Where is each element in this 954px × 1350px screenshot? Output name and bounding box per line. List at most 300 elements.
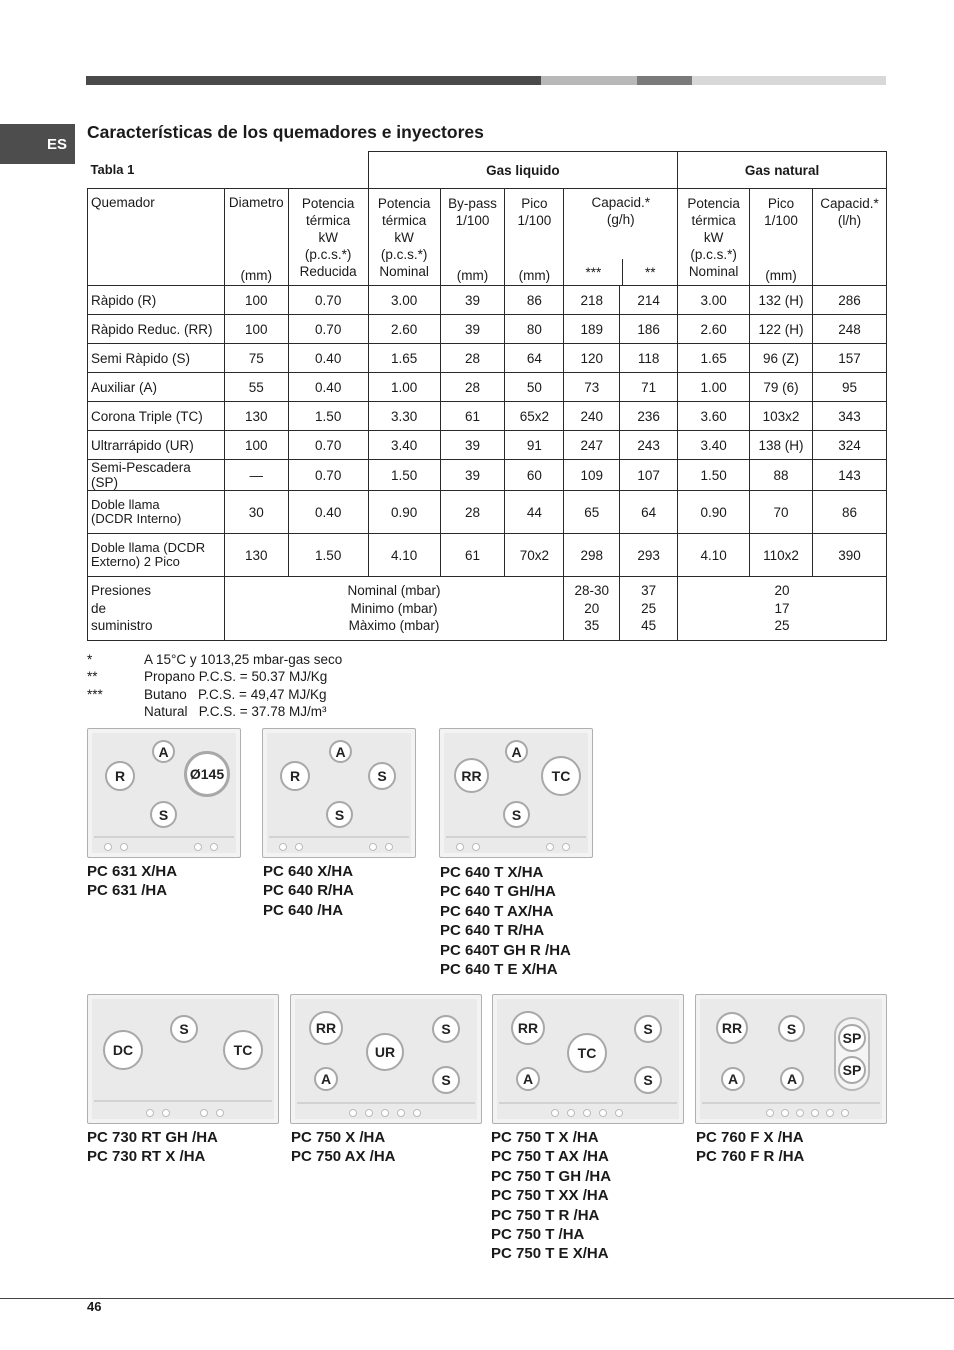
burner-a: A	[780, 1067, 804, 1091]
header-line: (l/h)	[837, 213, 862, 228]
footer-rule	[0, 1298, 954, 1299]
cell-c2: 118	[620, 344, 678, 373]
header-line: Nominal	[688, 264, 739, 279]
model-name: PC 750 T XX /HA	[491, 1187, 609, 1205]
model-name: PC 640 T X/HA	[440, 864, 544, 881]
knob-row	[194, 843, 218, 851]
header-text: Diametro	[228, 195, 284, 210]
knob-icon	[766, 1109, 774, 1117]
model-name: PC 750 T R /HA	[491, 1206, 600, 1224]
cell-ng_pico: 79 (6)	[750, 373, 813, 402]
language-tab: ES	[0, 124, 75, 164]
cell-diam: 100	[224, 286, 288, 315]
header-bar	[86, 76, 886, 85]
knob-row	[104, 843, 128, 851]
cell-c2: 107	[620, 460, 678, 491]
pressure-butane	[564, 577, 620, 641]
hob-trim	[297, 1102, 475, 1104]
header-propane: **	[644, 264, 656, 280]
knob-icon	[216, 1109, 224, 1117]
burner-a: A	[314, 1067, 338, 1091]
header-line: kW	[703, 230, 724, 245]
burner-sp: SP	[838, 1024, 866, 1052]
model-name: PC 640 T GH/HA	[440, 883, 556, 901]
header-capacity-gh	[564, 189, 678, 286]
knob-icon	[365, 1109, 373, 1117]
cell-diam: 130	[224, 534, 288, 577]
header-ng-pico	[750, 189, 813, 286]
footnote	[87, 651, 342, 668]
header-line: Reducida	[299, 264, 357, 279]
cell-ng_nom: 1.00	[678, 373, 750, 402]
cell-ng_cap: 248	[812, 315, 886, 344]
knob-icon	[349, 1109, 357, 1117]
header-bar-segment	[86, 76, 541, 85]
pressure-label-line: Presiones	[91, 583, 152, 599]
header-bypass	[440, 189, 505, 286]
model-name: PC 750 T AX /HA	[491, 1148, 609, 1166]
burner-name: Auxiliar (A)	[88, 373, 225, 402]
cell-red: 0.40	[288, 373, 368, 402]
knob-icon	[162, 1109, 170, 1117]
pressure-value: 20	[584, 600, 600, 616]
header-line: (p.c.s.*)	[690, 247, 737, 262]
pressure-label-line: de	[91, 600, 107, 616]
model-name: PC 750 T /HA	[491, 1226, 585, 1244]
cell-c2: 236	[620, 402, 678, 431]
cell-nom: 0.90	[368, 491, 440, 534]
cell-bypass: 28	[440, 344, 505, 373]
knob-icon	[369, 843, 377, 851]
pressure-value: 25	[774, 618, 790, 634]
knob-icon	[200, 1109, 208, 1117]
burner-tc: TC	[567, 1033, 607, 1073]
header-line: Potencia	[377, 196, 431, 211]
cell-c1: 218	[564, 286, 620, 315]
header-line: Pico	[767, 196, 795, 211]
cell-ng_pico: 132 (H)	[750, 286, 813, 315]
model-name: PC 750 X /HA	[291, 1129, 386, 1146]
knob-icon	[562, 843, 570, 851]
cell-nom: 3.40	[368, 431, 440, 460]
cell-ng_pico: 88	[750, 460, 813, 491]
burner-name-line: Doble llama (DCDR	[91, 540, 206, 555]
footnote-text: Natural P.C.S. = 37.78 MJ/m³	[144, 703, 327, 719]
cell-nom: 2.60	[368, 315, 440, 344]
cell-ng_nom: 4.10	[678, 534, 750, 577]
cell-pico: 60	[505, 460, 564, 491]
burner-name: Ràpido Reduc. (RR)	[88, 315, 225, 344]
burner-rr: RR	[309, 1011, 343, 1045]
knob-icon	[583, 1109, 591, 1117]
hob-trim	[94, 1100, 272, 1102]
pressure-natural	[678, 577, 887, 641]
header-line: 1/100	[764, 213, 798, 228]
cell-ng_nom: 3.40	[678, 431, 750, 460]
header-burner: Quemador	[88, 189, 225, 286]
model-name: PC 750 AX /HA	[291, 1148, 396, 1166]
cell-pico: 80	[505, 315, 564, 344]
model-list	[87, 1128, 218, 1167]
burner-s: S	[432, 1015, 460, 1043]
cell-pico: 65x2	[505, 402, 564, 431]
cell-c1: 247	[564, 431, 620, 460]
burner-s: S	[778, 1015, 805, 1042]
knob-icon	[104, 843, 112, 851]
table-caption: Tabla 1	[88, 152, 369, 189]
pressure-label-line: suministro	[91, 618, 153, 634]
footnote-marker: **	[87, 669, 98, 685]
pressure-value: 20	[774, 583, 790, 599]
burner-dcdr: Ø145	[184, 751, 230, 797]
header-diameter	[224, 189, 288, 286]
burner-s: S	[326, 801, 353, 828]
cell-c1: 120	[564, 344, 620, 373]
footnote-marker: ***	[87, 686, 103, 702]
header-line: (p.c.s.*)	[304, 247, 352, 262]
cell-diam: 100	[224, 431, 288, 460]
footnote-text: Propano P.C.S. = 50.37 MJ/Kg	[144, 669, 328, 685]
cell-c2: 293	[620, 534, 678, 577]
hob-trim	[702, 1102, 880, 1104]
table-row	[88, 286, 887, 315]
header-line: Pico	[521, 196, 548, 211]
burner-table	[87, 151, 887, 641]
cell-red: 0.40	[288, 491, 368, 534]
model-list	[87, 862, 177, 901]
model-name: PC 631 /HA	[87, 882, 168, 900]
cell-diam: —	[224, 460, 288, 491]
model-name: PC 640 T E X/HA	[440, 961, 558, 979]
cell-ng_nom: 3.00	[678, 286, 750, 315]
burner-s: S	[432, 1066, 460, 1094]
burner-name	[88, 491, 225, 534]
table-row	[88, 344, 887, 373]
table-row	[88, 373, 887, 402]
burner-a: A	[329, 740, 352, 763]
model-list	[491, 1128, 611, 1264]
model-name: PC 760 F X /HA	[696, 1129, 804, 1146]
header-line: kW	[394, 230, 414, 245]
burner-r: R	[105, 761, 135, 791]
model-name: PC 760 F R /HA	[696, 1148, 805, 1166]
burner-tc: TC	[223, 1030, 263, 1070]
model-name: PC 640 X/HA	[263, 863, 354, 880]
burner-a: A	[516, 1067, 540, 1091]
table-row	[88, 491, 887, 534]
model-name: PC 640 T AX/HA	[440, 902, 554, 920]
hob-pc640t	[439, 728, 593, 858]
cell-diam: 30	[224, 491, 288, 534]
knob-icon	[279, 843, 287, 851]
burner-s: S	[368, 762, 396, 790]
cell-bypass: 39	[440, 315, 505, 344]
knob-icon	[551, 1109, 559, 1117]
cell-c1: 189	[564, 315, 620, 344]
knob-icon	[615, 1109, 623, 1117]
footnote	[87, 668, 342, 685]
knob-icon	[841, 1109, 849, 1117]
cell-nom: 1.50	[368, 460, 440, 491]
burner-name: Corona Triple (TC)	[88, 402, 225, 431]
cell-pico: 44	[505, 491, 564, 534]
header-line: Capacid.*	[591, 195, 650, 210]
model-list	[291, 1128, 395, 1167]
burner-rr: RR	[511, 1011, 545, 1045]
cell-diam: 130	[224, 402, 288, 431]
pressure-value: 28-30	[574, 583, 610, 599]
cell-red: 0.70	[288, 460, 368, 491]
header-pico	[505, 189, 564, 286]
burner-s: S	[150, 801, 177, 828]
hob-pc750t	[492, 994, 684, 1124]
cell-bypass: 39	[440, 286, 505, 315]
cell-red: 0.70	[288, 431, 368, 460]
header-line: Potencia	[687, 196, 740, 211]
footnote	[87, 686, 342, 703]
model-name: PC 640 R/HA	[263, 882, 354, 900]
table-row	[88, 315, 887, 344]
cell-c2: 243	[620, 431, 678, 460]
knob-row	[279, 843, 303, 851]
cell-c1: 73	[564, 373, 620, 402]
header-line: Nominal	[379, 264, 429, 279]
group-header-ng: Gas natural	[678, 152, 887, 189]
header-bar-segment	[692, 76, 886, 85]
hob-trim	[499, 1102, 677, 1104]
header-line: kW	[318, 230, 338, 245]
burner-s: S	[503, 801, 530, 828]
burner-rr: RR	[454, 758, 489, 793]
knob-row	[349, 1109, 421, 1117]
cell-diam: 55	[224, 373, 288, 402]
hob-trim	[446, 836, 586, 838]
knob-icon	[781, 1109, 789, 1117]
cell-ng_pico: 122 (H)	[750, 315, 813, 344]
pressure-types	[224, 577, 564, 641]
knob-row	[369, 843, 393, 851]
cell-diam: 100	[224, 315, 288, 344]
cell-pico: 70x2	[505, 534, 564, 577]
knob-icon	[397, 1109, 405, 1117]
cell-bypass: 61	[440, 402, 505, 431]
pressure-label	[88, 577, 225, 641]
knob-icon	[120, 843, 128, 851]
header-line: Potencia	[301, 196, 355, 211]
cell-pico: 86	[505, 286, 564, 315]
model-name: PC 640 T R/HA	[440, 922, 545, 940]
table-row	[88, 534, 887, 577]
pressure-value: 17	[774, 600, 790, 616]
burner-name: Semi Ràpido (S)	[88, 344, 225, 373]
cell-c2: 186	[620, 315, 678, 344]
burner-tc: TC	[541, 756, 581, 796]
cell-ng_cap: 86	[812, 491, 886, 534]
pressure-value: 37	[641, 583, 657, 599]
group-header-lp: Gas liquido	[368, 152, 677, 189]
pressure-type-line: Nominal (mbar)	[347, 583, 441, 599]
hob-pc730	[87, 994, 279, 1124]
burner-sp: SP	[838, 1056, 866, 1084]
header-line: 1/100	[455, 213, 490, 228]
cell-ng_cap: 390	[812, 534, 886, 577]
cell-pico: 50	[505, 373, 564, 402]
header-power-reduced	[288, 189, 368, 286]
knob-icon	[456, 843, 464, 851]
cell-ng_nom: 2.60	[678, 315, 750, 344]
cell-ng_pico: 103x2	[750, 402, 813, 431]
cell-red: 1.50	[288, 534, 368, 577]
table-row	[88, 431, 887, 460]
cell-nom: 1.00	[368, 373, 440, 402]
cell-bypass: 28	[440, 491, 505, 534]
model-name: PC 640 /HA	[263, 901, 344, 919]
model-list	[696, 1128, 804, 1167]
header-line: (p.c.s.*)	[380, 247, 428, 262]
cell-pico: 64	[505, 344, 564, 373]
header-line: Capacid.*	[820, 196, 879, 211]
header-butane: ***	[564, 259, 623, 285]
knob-row	[766, 1109, 849, 1117]
model-name: PC 640T GH R /HA	[440, 941, 571, 959]
cell-ng_cap: 286	[812, 286, 886, 315]
cell-ng_nom: 3.60	[678, 402, 750, 431]
footnote-text: A 15°C y 1013,25 mbar-gas seco	[144, 652, 343, 667]
table-row	[88, 460, 887, 491]
header-bar-segment	[637, 76, 692, 85]
pressure-value: 35	[584, 618, 600, 634]
model-name: PC 730 RT X /HA	[87, 1148, 206, 1166]
cell-c1: 65	[564, 491, 620, 534]
burner-name: Ràpido (R)	[88, 286, 225, 315]
burner-name-line: Externo) 2 Pico	[91, 554, 180, 569]
cell-c2: 64	[620, 491, 678, 534]
cell-nom: 3.00	[368, 286, 440, 315]
cell-ng_pico: 138 (H)	[750, 431, 813, 460]
footnote	[87, 703, 342, 720]
header-ng-power	[678, 189, 750, 286]
cell-bypass: 61	[440, 534, 505, 577]
burner-name	[88, 534, 225, 577]
cell-c2: 71	[620, 373, 678, 402]
cell-red: 1.50	[288, 402, 368, 431]
knob-icon	[826, 1109, 834, 1117]
knob-icon	[811, 1109, 819, 1117]
burner-s: S	[634, 1066, 662, 1094]
model-name: PC 750 T E X/HA	[491, 1245, 609, 1263]
model-list	[263, 862, 354, 920]
cell-c2: 214	[620, 286, 678, 315]
hob-trim	[94, 836, 234, 838]
burner-name-line: (DCDR Interno)	[91, 511, 182, 526]
header-unit: (mm)	[765, 268, 797, 283]
cell-ng_nom: 1.65	[678, 344, 750, 373]
burner-a: A	[505, 740, 528, 763]
model-name: PC 730 RT GH /HA	[87, 1129, 218, 1146]
knob-icon	[295, 843, 303, 851]
burner-rr: RR	[716, 1012, 748, 1044]
cell-ng_nom: 1.50	[678, 460, 750, 491]
pressure-type-line: Màximo (mbar)	[348, 618, 440, 634]
cell-ng_cap: 143	[812, 460, 886, 491]
knob-icon	[567, 1109, 575, 1117]
header-line: By-pass	[448, 196, 497, 211]
burner-dc: DC	[103, 1030, 143, 1070]
knob-row	[146, 1109, 170, 1117]
footnote-text: Butano P.C.S. = 49,47 MJ/Kg	[144, 686, 327, 702]
cell-bypass: 39	[440, 431, 505, 460]
header-line: térmica	[306, 213, 351, 228]
cell-c1: 240	[564, 402, 620, 431]
header-line: 1/100	[517, 213, 552, 228]
pressure-propane	[620, 577, 678, 641]
burner-s: S	[170, 1015, 198, 1043]
pressure-type-line: Minimo (mbar)	[350, 600, 438, 616]
hob-pc760	[695, 994, 887, 1124]
cell-ng_cap: 157	[812, 344, 886, 373]
cell-diam: 75	[224, 344, 288, 373]
burner-a: A	[721, 1067, 745, 1091]
knob-icon	[472, 843, 480, 851]
cell-pico: 91	[505, 431, 564, 460]
cell-red: 0.70	[288, 286, 368, 315]
header-line: térmica	[691, 213, 736, 228]
burner-name: Semi-Pescadera (SP)	[88, 460, 225, 491]
knob-row	[551, 1109, 623, 1117]
header-line: (g/h)	[606, 212, 635, 227]
header-power-nominal	[368, 189, 440, 286]
footnote-marker	[87, 703, 144, 720]
table-row	[88, 402, 887, 431]
header-ng-capacity	[812, 189, 886, 286]
model-name: PC 750 T X /HA	[491, 1129, 599, 1146]
cell-c1: 298	[564, 534, 620, 577]
knob-icon	[599, 1109, 607, 1117]
cell-nom: 3.30	[368, 402, 440, 431]
page-number: 46	[87, 1299, 102, 1314]
burner-s: S	[634, 1015, 662, 1043]
model-name: PC 750 T GH /HA	[491, 1167, 612, 1185]
knob-icon	[146, 1109, 154, 1117]
header-unit: (mm)	[456, 268, 489, 283]
knob-icon	[210, 843, 218, 851]
knob-icon	[546, 843, 554, 851]
header-bar-segment	[541, 76, 637, 85]
knob-row	[456, 843, 480, 851]
header-line: térmica	[381, 213, 427, 228]
header-unit: (mm)	[240, 268, 272, 283]
cell-nom: 4.10	[368, 534, 440, 577]
footnote-marker: *	[87, 652, 93, 667]
burner-name: Ultrarrápido (UR)	[88, 431, 225, 460]
burner-ur: UR	[366, 1033, 404, 1071]
knob-icon	[385, 843, 393, 851]
cell-bypass: 39	[440, 460, 505, 491]
cell-red: 0.40	[288, 344, 368, 373]
cell-ng_cap: 95	[812, 373, 886, 402]
page-title: Características de los quemadores e inyectores	[87, 122, 484, 142]
knob-icon	[381, 1109, 389, 1117]
header-unit: (mm)	[518, 268, 551, 283]
cell-ng_nom: 0.90	[678, 491, 750, 534]
burner-a: A	[152, 740, 175, 763]
hob-pc631	[87, 728, 241, 858]
cell-ng_pico: 70	[750, 491, 813, 534]
burner-r: R	[280, 761, 310, 791]
cell-ng_cap: 343	[812, 402, 886, 431]
burner-name-line: Doble llama	[91, 497, 160, 512]
hob-pc750	[290, 994, 482, 1124]
